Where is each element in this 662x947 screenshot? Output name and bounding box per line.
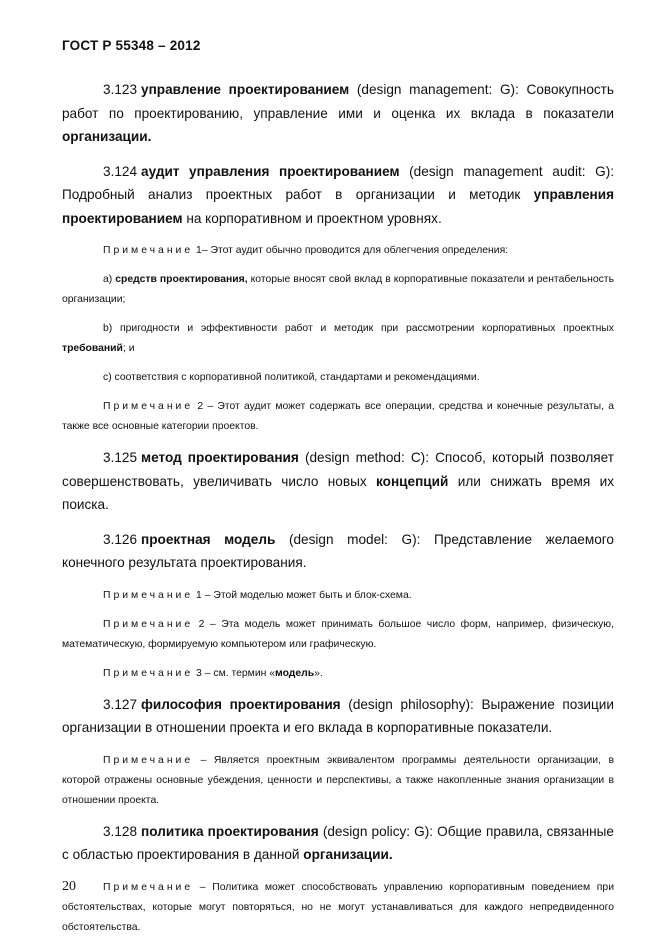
note-text: – Является проектным эквивалентом программы деятельности организации, в которой отражены основные убеждения, ценности и перспективы, а также накопленные знания организации в отношении проекта. [62,754,614,806]
note-item-prefix: а) [103,274,116,285]
term-name: философия проектирования [141,696,341,712]
term-name: аудит управления проектированием [141,163,400,179]
term-definition: (design policy: G): Общие правила, связанные с областью проектирования в данной [62,823,614,862]
term-definition-tail: на корпоративном и проектном уровнях. [182,210,442,226]
document-body [62,78,614,947]
document-header: ГОСТ Р 55348 – 2012 [62,38,201,53]
note-reference: модель [275,667,315,679]
note-label: Примечание [103,245,194,256]
term-definition: (design model: G): Представление желаемого конечного результата проектирования. [62,531,614,570]
note-item-reference: требований [62,343,123,354]
note-3-126-3 [62,664,614,684]
term-name: метод проектирования [141,450,299,465]
term-definition: (design philosophy): Выражение позиции организации в отношении проекта и его вклада в корпоративные показатели. [62,696,614,735]
note-item-b [62,319,614,359]
term-3-124 [62,160,614,231]
note-item-c [62,368,614,388]
page-number: 20 [62,879,76,894]
note-text: 2 – Эта модель может принимать большое число форм, например, физическую, математическую, формируемую компьютером или графическую. [62,618,614,650]
note-text: 1 – Этой моделью может быть и блок-схема. [193,589,412,601]
note-item-text: c) соответствия с корпоративной политикой, стандартами и рекомендациями. [103,372,480,383]
note-item-text: которые вносят свой вклад в корпоративные показатели и рентабельность организации; [62,274,614,305]
note-text: – Политика может способствовать управлению корпоративным поведением при обстоятельствах, которые могут повторяться, но не могут устанавливаться для каждого непредвиденного обстоятельства. [62,881,614,933]
note-label: Примечание [103,401,194,412]
term-number: 3.123 [103,82,138,97]
note-3-126-1 [62,586,614,606]
note-text-tail: ». [314,667,323,679]
note-item-reference: средств проектирования, [115,274,248,285]
term-number: 3.125 [103,450,138,465]
note-text: 3 – см. термин « [193,667,276,679]
term-3-126 [62,528,614,575]
term-3-128 [62,820,614,867]
term-3-127 [62,693,614,740]
note-3-126-2 [62,615,614,655]
note-item-a [62,270,614,310]
note-text: 1– Этот аудит обычно проводится для облегчения определения: [193,245,509,256]
term-reference: управления проектированием [62,187,614,226]
note-label: Примечание [103,618,194,630]
term-number: 3.128 [103,823,138,839]
note-label: Примечание [103,881,194,893]
note-label: Примечание [103,667,194,679]
note-item-text: ; и [122,343,135,354]
term-3-125 [62,446,614,517]
note-3-124-2 [62,397,614,437]
term-reference: концепций [376,473,449,489]
term-name: политика проектирования [141,823,319,839]
note-label: Примечание [103,589,194,601]
term-number: 3.127 [103,696,138,712]
term-number: 3.126 [103,531,138,547]
term-name: проектная модель [141,531,276,547]
term-definition-tail: или снижать время их поиска. [62,473,614,512]
note-item-prefix: b) пригодности и эффективности работ и методик при рассмотрении корпоративных проектных [103,323,614,334]
term-definition: (design management: G): Совокупность работ по проектированию, управление ими и оценка их вклада в показатели [62,82,614,121]
term-number: 3.124 [103,163,138,179]
note-3-127 [62,751,614,811]
term-name: управление проектированием [141,82,350,97]
term-definition: (design method: C): Способ, который позволяет совершенствовать, увеличивать число новых [62,450,614,489]
term-reference: организации. [303,847,393,862]
term-definition: (design management audit: G): Подробный анализ проектных работ в организации и методик [62,163,614,202]
note-3-128 [62,878,614,938]
note-3-124-1 [62,241,614,261]
note-text: 2 – Этот аудит может содержать все операции, средства и конечные результаты, а также все основные категории проектов. [62,401,614,432]
term-reference: организации. [62,129,152,144]
note-label: Примечание [103,754,194,766]
term-3-123 [62,78,614,149]
